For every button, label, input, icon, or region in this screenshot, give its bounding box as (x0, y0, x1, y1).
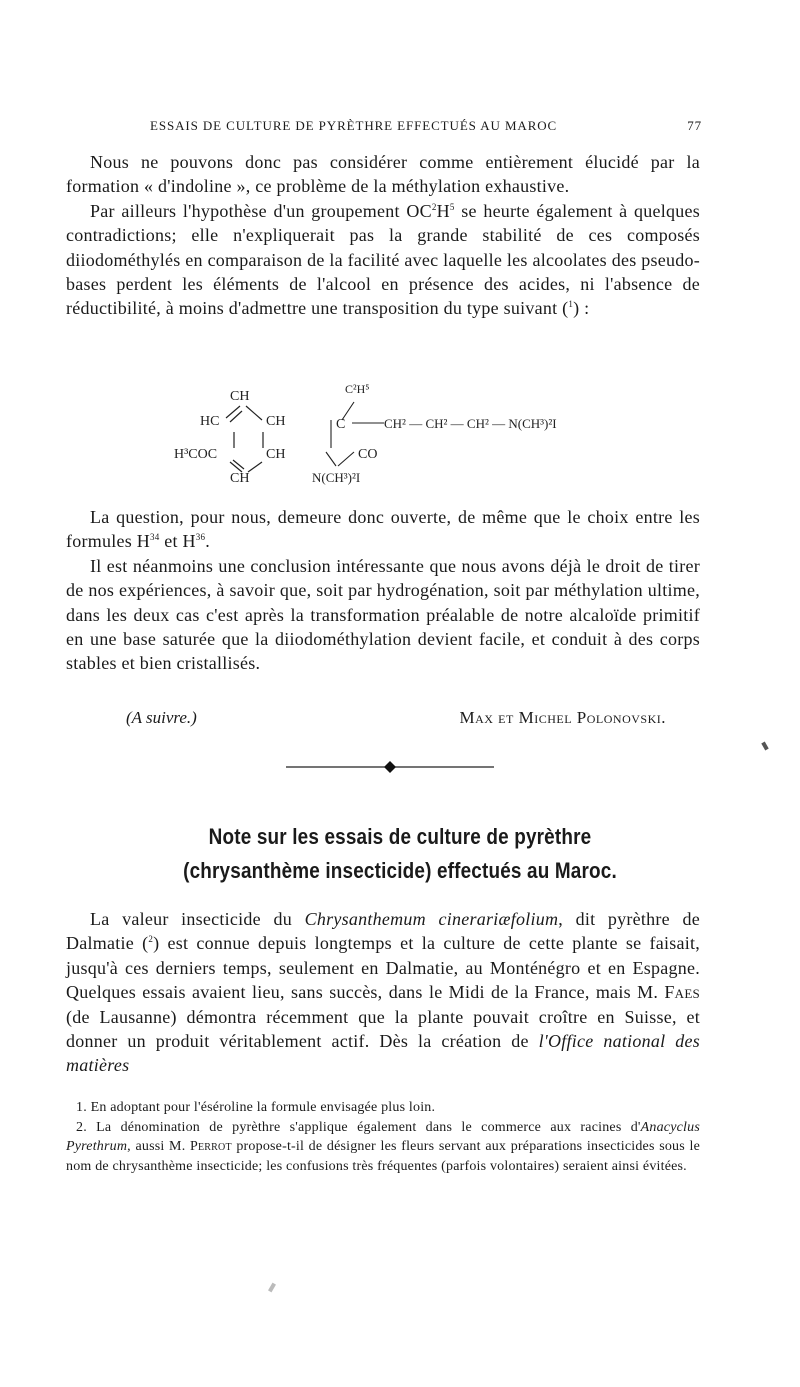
formula-diagram (170, 378, 670, 488)
formula-carbon: C (336, 417, 346, 432)
formula-ring-right-top: CH (266, 414, 286, 429)
body-text-top (66, 150, 700, 321)
body-text-middle (66, 505, 700, 676)
formula-chain: CH² — CH² — CH² — N(CH³)²I (384, 416, 557, 431)
chemical-formula (170, 378, 670, 488)
paragraph-question (66, 505, 700, 554)
footnote-2-species: Anacyclus Pyrethrum (66, 1119, 700, 1155)
paragraph-question-text: La question, pour nous, demeure donc ouverte, de même que le choix entre les formules H (66, 507, 700, 552)
species-name: Chrysanthemum cinerariæfolium (304, 909, 559, 929)
nitrogen-bond-right (338, 452, 354, 466)
footnote-2-text-b: , aussi M. (127, 1139, 190, 1155)
signature-line (126, 708, 666, 732)
to-be-continued: (A suivre.) (126, 708, 197, 727)
body-text-note (66, 907, 700, 1078)
divider-diamond-icon (384, 761, 396, 773)
subscript-5: 5 (449, 201, 455, 212)
page-number: 77 (687, 118, 702, 133)
pyrethrum-text-3: ) est connue depuis longtemps et la culture de cette plante se faisait, jusqu'à ces derniers temps, seulement en Dalmatie, au Monténégro et en Espagne. Quelques essais avaient lieu, sans succès, dans le Midi de la France, mais M. (66, 933, 700, 1003)
formula-nitrogen: N(CH³)²I (312, 470, 361, 485)
formula-ring-bottom: CH (230, 471, 250, 486)
footnotes (66, 1098, 700, 1176)
running-head-title: ESSAIS DE CULTURE DE PYRÈTHRE EFFECTUÉS AU MAROC (150, 118, 558, 133)
paragraph-hypothesis-a: Par ailleurs l'hypothèse d'un groupement OC (90, 200, 432, 221)
paragraph-hypothesis-h: H (436, 200, 450, 221)
margin-mark (761, 742, 768, 751)
pyrethrum-text-1: La valeur insecticide du (90, 909, 305, 929)
pyrethrum-text-2: , dit pyrèthre de Dalmatie ( (66, 909, 700, 954)
formula-ethyl: C²H⁵ (345, 382, 370, 396)
paragraph-question-mid: et H (159, 531, 196, 552)
formula-index-36: 36 (195, 532, 206, 543)
paragraph-methylation (66, 150, 700, 199)
paragraph-methylation-text: Nous ne pouvons donc pas considérer comme entièrement élucidé par la formation « d'indoline », ce problème de la méthylation exhaustive. (66, 152, 700, 197)
article-authors: Max et Michel Polonovski. (459, 708, 666, 727)
pyrethrum-text-4: (de Lausanne) démontra récemment que la plante pouvait croître en Suisse, et donner un produit véritablement actif. Dès la création de (66, 1006, 700, 1052)
note-title-line-1: Note sur les essais de culture de pyrèthre (208, 824, 592, 849)
section-divider (286, 760, 494, 774)
footnote-2-number: 2. (76, 1119, 87, 1135)
formula-index-34: 34 (149, 532, 160, 543)
note-title-line-2: (chrysanthème insecticide) effectués au Maroc. (183, 858, 617, 883)
formula-ring-left-top: HC (200, 414, 220, 429)
footnote-1 (66, 1098, 700, 1118)
nitrogen-bond-left (326, 452, 336, 466)
note-title (113, 820, 687, 888)
footnote-ref-1: 1 (568, 299, 574, 310)
footnote-2-person: Perrot (190, 1139, 232, 1155)
person-faes: Faes (664, 982, 700, 1003)
formula-ring-right-bottom: CH (266, 447, 286, 462)
paragraph-hypothesis (66, 199, 700, 321)
paragraph-hypothesis-end: ) : (573, 298, 590, 319)
footnote-1-number: 1. (76, 1100, 87, 1115)
print-speck (268, 1283, 276, 1293)
formula-carbonyl: CO (358, 447, 378, 462)
paragraph-conclusion (66, 554, 700, 676)
footnote-2-text-c: propose-t-il de désigner les fleurs servant aux préparations insecticides sous le nom de chrysanthème insecticide; les confusions très fréquentes (parfois volontaires) seraient ainsi évitées. (66, 1139, 700, 1174)
formula-ring-left-bottom: H³COC (174, 447, 218, 462)
paragraph-question-end: . (205, 531, 210, 552)
footnote-ref-2: 2 (148, 934, 154, 945)
office-name: l'Office national des matières (66, 1031, 701, 1076)
paragraph-hypothesis-b: se heurte également à quelques contradictions; elle n'expliquerait pas la grande stabilité de ces composés diiodométhylés en comparaison de la facilité avec laquelle les alcoolates des pseudo-bases perdent les éléments de l'alcool en présence des acides, ni l'absence de réductibilité, à moins d'admettre une transposition du type suivant ( (66, 200, 700, 319)
benzene-ring-bonds (226, 406, 263, 472)
footnote-2 (66, 1118, 700, 1177)
footnote-1-text: En adoptant pour l'éséroline la formule envisagée plus loin. (86, 1100, 436, 1115)
formula-ring-top: CH (230, 389, 250, 404)
paragraph-pyrethrum (66, 907, 700, 1078)
subscript-2: 2 (431, 201, 437, 212)
footnote-2-text-a: La dénomination de pyrèthre s'applique également dans le commerce aux racines d' (86, 1119, 641, 1135)
paragraph-conclusion-text: Il est néanmoins une conclusion intéressante que nous avons déjà le droit de tirer de nos expériences, à savoir que, soit par hydrogénation, soit par méthylation ultime, dans les deux cas c'est après la transformation préalable de notre alcaloïde primitif en une base saturée que la diiodométhylation devient facile, et conduit à des corps stables et bien cristallisés. (66, 555, 700, 674)
